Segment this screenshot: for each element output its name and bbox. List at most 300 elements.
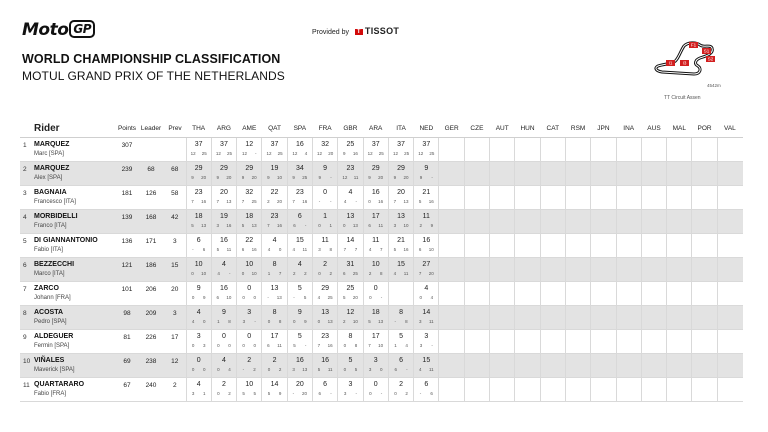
race-result-ned — [414, 377, 439, 401]
sprint-points: 5 — [368, 318, 371, 324]
rider-leader: 238 — [138, 353, 164, 377]
race-result-aus — [641, 257, 666, 281]
svg-text:I3: I3 — [682, 60, 687, 66]
race-result-cze — [464, 185, 489, 209]
race-points-sub: - — [329, 198, 332, 204]
turn-marker — [689, 42, 698, 48]
race-points: 14 — [270, 380, 279, 388]
race-result-fra — [312, 233, 337, 257]
race-result-arg — [211, 329, 236, 353]
race-result-gbr — [338, 185, 363, 209]
sprint-points: 9 — [292, 174, 295, 180]
sprint-points: 5 — [242, 390, 245, 396]
race-points: 16 — [220, 284, 228, 292]
race-result-ara — [363, 161, 388, 185]
rider-points: 98 — [116, 305, 138, 329]
sprint-points: 0 — [343, 366, 347, 372]
race-result-spa — [287, 281, 312, 305]
race-result-cze — [464, 329, 489, 353]
rider-firstname: Alex [SPA] — [34, 174, 63, 181]
race-points: 0 — [247, 332, 252, 340]
race-result-rsm — [565, 137, 590, 161]
race-result-gbr — [338, 161, 363, 185]
race-points: 5 — [399, 332, 403, 340]
sprint-points: 6 — [394, 366, 397, 372]
race-points: 6 — [323, 380, 328, 388]
race-result-mal — [667, 233, 692, 257]
race-points: 10 — [245, 260, 254, 268]
race-points: 13 — [270, 284, 279, 292]
race-result-ita — [388, 185, 413, 209]
race-points-sub: 20 — [251, 174, 257, 180]
race-result-aus — [641, 281, 666, 305]
col-race-arg: ARG — [211, 121, 236, 137]
race-points: 23 — [321, 332, 330, 340]
table-row — [20, 353, 743, 377]
race-points: 16 — [371, 188, 380, 196]
race-result-tha — [186, 329, 211, 353]
sprint-points: 0 — [293, 318, 296, 324]
race-result-ame — [237, 281, 262, 305]
race-points: 15 — [295, 236, 304, 244]
race-result-ara — [363, 305, 388, 329]
sprint-points: 6 — [241, 246, 245, 252]
race-result-arg — [211, 377, 236, 401]
race-result-ame — [237, 305, 262, 329]
race-result-qat — [262, 137, 287, 161]
rider-position: 9 — [23, 333, 27, 341]
race-result-spa — [287, 377, 312, 401]
sprint-points: - — [267, 294, 269, 300]
race-points: 16 — [321, 356, 330, 364]
race-result-ina — [616, 353, 641, 377]
sprint-points: 3 — [191, 390, 195, 396]
race-points: 16 — [422, 236, 431, 244]
col-race-ger: GER — [439, 121, 464, 137]
race-points-sub: 3 — [202, 342, 206, 348]
race-points: 3 — [348, 380, 353, 388]
race-points-sub: 1 — [202, 390, 206, 396]
race-result-cat — [540, 161, 565, 185]
race-points-sub: 25 — [327, 294, 333, 300]
sprint-points: 4 — [418, 366, 422, 372]
race-result-spa — [287, 185, 312, 209]
race-result-arg — [211, 233, 236, 257]
sprint-points: 12 — [190, 150, 196, 156]
table-row — [20, 137, 743, 161]
race-result-ger — [439, 353, 464, 377]
race-points: 2 — [247, 356, 252, 364]
col-race-ina: INA — [616, 121, 641, 137]
race-result-tha — [186, 137, 211, 161]
rider-leader: 209 — [138, 305, 164, 329]
race-points: 29 — [371, 164, 380, 172]
race-points: 4 — [272, 236, 277, 244]
race-result-arg — [211, 209, 236, 233]
race-result-val — [717, 137, 742, 161]
race-result-ame — [237, 209, 262, 233]
table-row — [20, 377, 743, 401]
sponsor-logo: T TISSOT — [356, 26, 400, 36]
race-result-spa — [287, 161, 312, 185]
race-result-cat — [540, 305, 565, 329]
race-points: 0 — [196, 356, 201, 364]
race-result-cze — [464, 137, 489, 161]
race-points: 37 — [270, 140, 279, 148]
turn-marker — [666, 60, 675, 66]
race-result-mal — [667, 305, 692, 329]
sprint-points: 7 — [393, 198, 397, 204]
sprint-points: 6 — [216, 294, 219, 300]
sprint-points: 3 — [343, 390, 347, 396]
sprint-points: 0 — [217, 390, 220, 396]
race-points-sub: 4 — [304, 150, 308, 156]
race-result-cze — [464, 305, 489, 329]
rider-prev: 42 — [164, 209, 186, 233]
race-points: 3 — [247, 308, 252, 316]
race-points-sub: 11 — [327, 366, 333, 372]
race-points: 9 — [424, 164, 429, 172]
race-points-sub: 0 — [278, 246, 282, 252]
rider-name: VIÑALES — [34, 356, 65, 364]
sprint-points: 4 — [217, 270, 220, 276]
race-result-ita — [388, 353, 413, 377]
rider-firstname: Marc [SPA] — [34, 150, 64, 157]
race-result-ned — [414, 161, 439, 185]
race-points-sub: 2 — [228, 390, 231, 396]
race-result-por — [692, 257, 717, 281]
sprint-points: - — [293, 294, 295, 300]
race-result-ita — [388, 257, 413, 281]
rider-cell — [20, 233, 116, 257]
race-result-ara — [363, 209, 388, 233]
race-points: 25 — [346, 140, 355, 148]
table-row — [20, 305, 743, 329]
race-points: 2 — [323, 260, 328, 268]
race-points-sub: 9 — [202, 294, 206, 300]
race-result-ger — [439, 329, 464, 353]
rider-firstname: Fabio [ITA] — [34, 246, 63, 253]
col-race-spa: SPA — [287, 121, 312, 137]
sprint-points: 9 — [419, 174, 423, 180]
sprint-points: 2 — [267, 198, 270, 204]
race-points-sub: 20 — [428, 270, 434, 276]
race-points-sub: 4 — [405, 342, 408, 348]
race-points-sub: 8 — [329, 246, 332, 252]
race-points-sub: 13 — [302, 366, 308, 372]
page-subtitle: MOTUL GRAND PRIX OF THE NETHERLANDS — [22, 69, 285, 83]
race-points: 5 — [348, 356, 353, 364]
race-points-sub: 7 — [278, 270, 282, 276]
race-result-gbr — [338, 281, 363, 305]
race-result-arg — [211, 353, 236, 377]
race-points: 12 — [245, 140, 254, 148]
race-points-sub: 10 — [403, 222, 409, 228]
race-points: 0 — [221, 332, 226, 340]
race-result-rsm — [565, 329, 590, 353]
col-points: Points — [116, 121, 138, 137]
sprint-points: 0 — [242, 294, 245, 300]
rider-position: 4 — [23, 213, 27, 221]
race-points-sub: - — [355, 390, 357, 396]
race-result-jpn — [591, 377, 616, 401]
race-result-val — [717, 161, 742, 185]
sprint-points: 6 — [418, 246, 422, 252]
race-points-sub: 0 — [202, 318, 206, 324]
sprint-points: 12 — [367, 150, 373, 156]
rider-firstname: Maverick [SPA] — [34, 366, 75, 373]
sprint-points: 4 — [393, 270, 397, 276]
race-points: 4 — [297, 260, 302, 268]
race-result-aut — [490, 305, 515, 329]
race-points-sub: 13 — [226, 198, 232, 204]
sprint-points: 4 — [292, 246, 295, 252]
race-result-ned — [414, 209, 439, 233]
col-race-aus: AUS — [641, 121, 666, 137]
race-points: 32 — [245, 188, 254, 196]
sprint-points: 3 — [216, 222, 219, 228]
race-points-sub: 2 — [253, 366, 256, 372]
race-points: 20 — [397, 188, 405, 196]
race-points-sub: 9 — [430, 222, 434, 228]
race-result-mal — [667, 281, 692, 305]
race-points-sub: - — [380, 390, 383, 396]
sprint-points: 0 — [217, 342, 220, 348]
race-result-mal — [667, 185, 692, 209]
race-points-sub: 16 — [251, 246, 257, 252]
race-result-ame — [237, 137, 262, 161]
sprint-points: 6 — [318, 390, 322, 396]
race-points-sub: 25 — [429, 150, 435, 156]
rider-prev: 17 — [164, 329, 186, 353]
race-points-sub: 10 — [201, 270, 207, 276]
race-points: 29 — [220, 164, 228, 172]
race-points: 18 — [371, 308, 380, 316]
race-result-aut — [490, 329, 515, 353]
sprint-points: 0 — [267, 366, 271, 372]
race-result-rsm — [565, 233, 590, 257]
race-result-cat — [540, 353, 565, 377]
race-result-ara — [363, 185, 388, 209]
rider-points: 181 — [116, 185, 138, 209]
sprint-points: 12 — [266, 150, 272, 156]
sprint-points: 0 — [217, 366, 220, 372]
race-result-cat — [540, 233, 565, 257]
rider-name: DI GIANNANTONIO — [34, 236, 98, 244]
race-points-sub: 25 — [277, 150, 283, 156]
race-result-ita — [388, 137, 413, 161]
sprint-points: 0 — [394, 390, 397, 396]
race-result-por — [692, 209, 717, 233]
race-result-gbr — [338, 353, 363, 377]
sprint-points: 5 — [317, 366, 321, 372]
rider-name: QUARTARARO — [34, 380, 85, 388]
rider-cell — [20, 329, 116, 353]
race-result-gbr — [338, 305, 363, 329]
race-points: 13 — [397, 212, 405, 220]
race-result-cat — [540, 185, 565, 209]
race-points-sub: 5 — [303, 294, 307, 300]
race-points-sub: 13 — [403, 198, 409, 204]
race-result-aus — [641, 209, 666, 233]
race-points: 3 — [373, 356, 378, 364]
rider-cell — [20, 353, 116, 377]
rider-points: 139 — [116, 209, 138, 233]
sprint-points: 3 — [418, 318, 422, 324]
race-points-sub: 16 — [302, 198, 308, 204]
race-result-ger — [439, 257, 464, 281]
sprint-points: 2 — [293, 270, 296, 276]
sprint-points: - — [394, 318, 396, 324]
race-points-sub: - — [355, 198, 357, 204]
race-result-mal — [667, 353, 692, 377]
race-points: 20 — [295, 380, 304, 388]
race-points-sub: 9 — [278, 390, 282, 396]
race-result-hun — [515, 161, 540, 185]
rider-leader: 186 — [138, 257, 164, 281]
sprint-points: 4 — [368, 246, 372, 252]
col-race-ara: ARA — [363, 121, 388, 137]
race-result-qat — [262, 209, 287, 233]
race-points-sub: 8 — [228, 318, 231, 324]
race-result-fra — [312, 185, 337, 209]
race-points-sub: 13 — [327, 318, 333, 324]
race-result-qat — [262, 161, 287, 185]
race-result-ina — [616, 281, 641, 305]
race-points: 29 — [397, 164, 405, 172]
sprint-points: 4 — [343, 198, 347, 204]
race-points-sub: 9 — [304, 318, 307, 324]
race-points-sub: 25 — [404, 150, 410, 156]
race-points: 17 — [270, 332, 279, 340]
sprint-points: 7 — [317, 342, 321, 348]
sprint-points: 0 — [191, 294, 195, 300]
rider-position: 2 — [23, 165, 27, 173]
sprint-points: 7 — [216, 198, 219, 204]
race-points: 20 — [220, 188, 228, 196]
race-points-sub: 13 — [378, 318, 384, 324]
sprint-points: 0 — [318, 270, 321, 276]
race-points: 9 — [196, 284, 201, 292]
race-result-aus — [641, 137, 666, 161]
race-result-ned — [414, 329, 439, 353]
race-result-val — [717, 209, 742, 233]
rider-name: ACOSTA — [34, 308, 64, 316]
race-points-sub: 8 — [354, 342, 358, 348]
sprint-points: - — [192, 246, 194, 252]
race-points: 19 — [220, 212, 228, 220]
race-result-cze — [464, 377, 489, 401]
race-result-ned — [414, 137, 439, 161]
race-result-spa — [287, 305, 312, 329]
race-result-cze — [464, 281, 489, 305]
race-result-cze — [464, 353, 489, 377]
race-result-rsm — [565, 257, 590, 281]
race-points-sub: 16 — [428, 198, 434, 204]
race-result-val — [717, 377, 742, 401]
race-points: 5 — [297, 332, 302, 340]
col-race-val: VAL — [717, 121, 742, 137]
race-points: 2 — [272, 356, 277, 364]
race-result-gbr — [338, 209, 363, 233]
sprint-points: 0 — [191, 270, 194, 276]
sprint-points: 6 — [342, 270, 346, 276]
race-result-val — [717, 257, 742, 281]
race-result-ara — [363, 353, 388, 377]
rider-cell — [20, 209, 116, 233]
sprint-points: 9 — [267, 174, 270, 180]
sprint-points: 12 — [292, 150, 298, 156]
race-points: 1 — [323, 212, 328, 220]
race-points: 3 — [424, 332, 429, 340]
sprint-points: 0 — [191, 342, 195, 348]
race-points: 29 — [321, 284, 330, 292]
race-result-ger — [439, 161, 464, 185]
race-result-spa — [287, 329, 312, 353]
sprint-points: 12 — [418, 150, 424, 156]
race-result-tha — [186, 209, 211, 233]
race-result-jpn — [591, 305, 616, 329]
race-result-por — [692, 233, 717, 257]
race-result-ita — [388, 281, 413, 305]
table-header-row — [20, 121, 743, 137]
race-points-sub: 7 — [380, 246, 383, 252]
race-points-sub: 10 — [428, 246, 434, 252]
sprint-points: 0 — [241, 270, 245, 276]
race-points-sub: 0 — [380, 366, 383, 372]
race-points: 37 — [220, 140, 228, 148]
sprint-points: 12 — [215, 150, 221, 156]
race-result-qat — [262, 257, 287, 281]
rider-prev: 3 — [164, 305, 186, 329]
rider-cell — [20, 185, 116, 209]
sprint-points: 5 — [241, 222, 245, 228]
race-result-ina — [616, 257, 641, 281]
race-points-sub: 13 — [352, 222, 358, 228]
race-points: 11 — [321, 236, 329, 244]
race-result-cat — [540, 377, 565, 401]
rider-position: 7 — [23, 285, 27, 293]
race-points-sub: 0 — [202, 366, 206, 372]
race-result-ina — [616, 185, 641, 209]
race-points-sub: - — [304, 342, 307, 348]
race-points: 4 — [424, 284, 429, 292]
race-result-ned — [414, 281, 439, 305]
race-points-sub: 5 — [253, 390, 257, 396]
rider-points: 69 — [116, 353, 138, 377]
page-title: WORLD CHAMPIONSHIP CLASSIFICATION — [22, 52, 281, 66]
race-result-val — [717, 353, 742, 377]
race-points-sub: 2 — [405, 390, 408, 396]
race-result-hun — [515, 209, 540, 233]
race-points-sub: 16 — [378, 198, 384, 204]
race-points: 6 — [399, 356, 403, 364]
sprint-points: 9 — [241, 174, 245, 180]
race-result-val — [717, 329, 742, 353]
race-points-sub: 16 — [201, 198, 207, 204]
col-race-gbr: GBR — [338, 121, 363, 137]
race-points: 23 — [295, 188, 304, 196]
col-leader: Leader — [138, 121, 164, 137]
race-result-hun — [515, 233, 540, 257]
race-points: 21 — [422, 188, 431, 196]
col-race-por: POR — [692, 121, 717, 137]
race-result-jpn — [591, 185, 616, 209]
race-result-gbr — [338, 329, 363, 353]
race-result-tha — [186, 353, 211, 377]
col-race-fra: FRA — [312, 121, 337, 137]
race-points: 29 — [194, 164, 203, 172]
